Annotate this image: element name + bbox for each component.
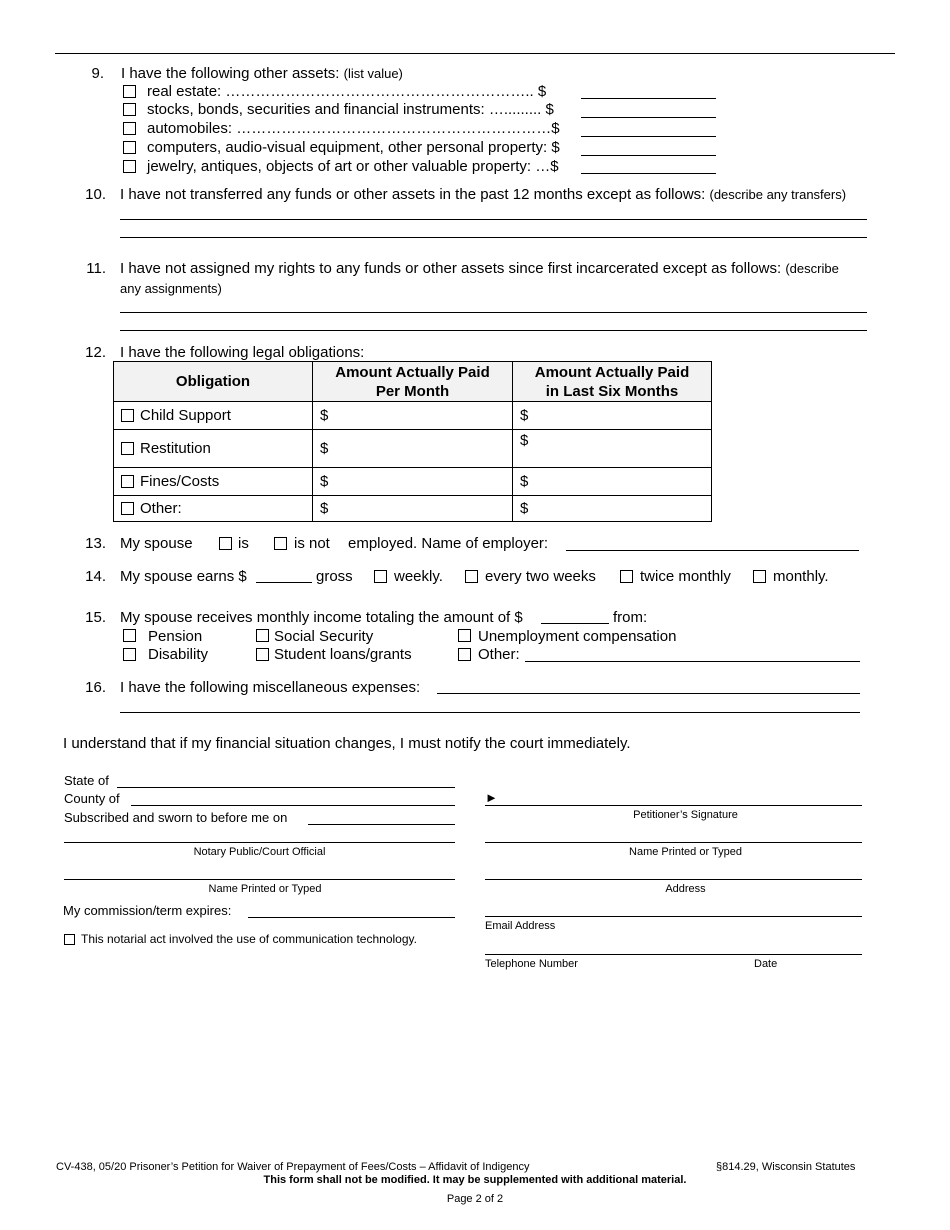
item11-label: I have not assigned my rights to any funds or other assets since first incarcerated except as follows:: [120, 260, 782, 277]
petitioner-email-line[interactable]: [485, 916, 862, 917]
item13-number: 13.: [85, 535, 106, 552]
item13-text: My spouse: [120, 535, 193, 552]
every-two-weeks-checkbox[interactable]: [465, 570, 478, 583]
item11-number: 11.: [86, 260, 106, 277]
asset-stocks-field[interactable]: [581, 117, 716, 118]
pension-checkbox[interactable]: [123, 629, 136, 642]
header-six-months: [513, 362, 712, 402]
asset-computers-checkbox[interactable]: [123, 141, 136, 154]
weekly-checkbox[interactable]: [374, 570, 387, 583]
disability-checkbox[interactable]: [123, 648, 136, 661]
obligations-header-row: [114, 362, 712, 402]
notary-signature-line[interactable]: [64, 842, 455, 843]
table-row: [114, 402, 712, 430]
unemployment-checkbox[interactable]: [458, 629, 471, 642]
table-row: [114, 468, 712, 496]
item14-number: 14.: [85, 568, 106, 585]
other-income-field[interactable]: [525, 661, 860, 662]
other-income-label: Other:: [478, 646, 520, 663]
asset-computers-field[interactable]: [581, 155, 716, 156]
item10-number: 10.: [85, 186, 106, 203]
twice-monthly-label: twice monthly: [640, 568, 731, 585]
asset-realestate-label: real estate: …………………………………………………….. $: [147, 83, 547, 100]
footer-page-number: Page 2 of 2: [446, 1193, 504, 1205]
subscribed-date-field[interactable]: [308, 824, 455, 825]
notary-official-caption: Notary Public/Court Official: [193, 846, 326, 858]
social-security-label: Social Security: [274, 628, 374, 645]
other-income-checkbox[interactable]: [458, 648, 471, 661]
per-month-cell[interactable]: $: [313, 468, 513, 496]
signature-arrow-icon: ►: [485, 790, 498, 805]
asset-stocks-checkbox[interactable]: [123, 103, 136, 116]
obligation-label: Restitution: [140, 440, 211, 457]
every-two-weeks-label: every two weeks: [485, 568, 596, 585]
per-month-cell[interactable]: $: [313, 496, 513, 522]
monthly-checkbox[interactable]: [753, 570, 766, 583]
asset-jewelry-checkbox[interactable]: [123, 160, 136, 173]
pension-label: Pension: [148, 628, 203, 645]
asset-automobiles-field[interactable]: [581, 136, 716, 137]
six-months-cell[interactable]: $: [513, 402, 712, 430]
item14-text: My spouse earns $: [120, 568, 247, 585]
item12-number: 12.: [85, 344, 106, 361]
per-month-cell[interactable]: $: [313, 402, 513, 430]
footer-form-id: CV-438, 05/20 Prisoner’s Petition for Waiver of Prepayment of Fees/Costs – Affidavit of Indigency: [56, 1161, 530, 1173]
county-of-field[interactable]: [131, 805, 455, 806]
table-row: [114, 496, 712, 522]
header-obligation: Obligation: [114, 362, 313, 402]
table-row: [114, 430, 712, 468]
item9-note: (list value): [343, 66, 403, 81]
item11-line-2[interactable]: [120, 330, 867, 331]
obligation-cell: [114, 402, 313, 430]
asset-stocks-label: stocks, bonds, securities and financial instruments: …......... $: [147, 101, 554, 118]
spouse-is-checkbox[interactable]: [219, 537, 232, 550]
header-six-months-l1: Amount Actually Paid: [534, 363, 690, 381]
state-of-label: State of: [64, 773, 109, 788]
from-label: from:: [613, 609, 648, 626]
spouse-isnot-checkbox[interactable]: [274, 537, 287, 550]
commission-label: My commission/term expires:: [63, 903, 232, 918]
subscribed-label: Subscribed and sworn to before me on: [64, 810, 288, 825]
child-support-checkbox[interactable]: [121, 409, 134, 422]
expenses-line-2[interactable]: [120, 712, 860, 713]
item16-text: I have the following miscellaneous expenses:: [120, 679, 421, 696]
petitioner-phone-line[interactable]: [485, 954, 862, 955]
commission-field[interactable]: [248, 917, 455, 918]
gross-label: gross: [316, 568, 353, 585]
other-obligation-checkbox[interactable]: [121, 502, 134, 515]
petitioner-date-caption: Date: [754, 958, 778, 970]
social-security-checkbox[interactable]: [256, 629, 269, 642]
spouse-earnings-field[interactable]: [256, 582, 312, 583]
per-month-cell[interactable]: $: [313, 430, 513, 468]
student-loans-label: Student loans/grants: [274, 646, 412, 663]
restitution-checkbox[interactable]: [121, 442, 134, 455]
obligations-table: [113, 361, 712, 522]
item10-note: (describe any transfers): [709, 187, 847, 202]
footer-notice: This form shall not be modified. It may be supplemented with additional material.: [263, 1174, 687, 1186]
item9-text: [121, 65, 403, 82]
twice-monthly-checkbox[interactable]: [620, 570, 633, 583]
item11-note-cont: any assignments): [120, 281, 222, 296]
obligation-label: Fines/Costs: [140, 473, 220, 490]
item15-number: 15.: [85, 609, 106, 626]
item10-line-1[interactable]: [120, 219, 867, 220]
asset-jewelry-field[interactable]: [581, 173, 716, 174]
header-six-months-l2: in Last Six Months: [545, 382, 679, 400]
employed-label: employed. Name of employer:: [348, 535, 549, 552]
item9-label: I have the following other assets:: [121, 65, 340, 82]
header-per-month: [313, 362, 513, 402]
footer-statute: §814.29, Wisconsin Statutes: [716, 1161, 856, 1173]
communication-tech-label: This notarial act involved the use of communication technology.: [81, 932, 417, 946]
asset-realestate-checkbox[interactable]: [123, 85, 136, 98]
asset-automobiles-checkbox[interactable]: [123, 122, 136, 135]
item15-text: My spouse receives monthly income totaling the amount of $: [120, 609, 523, 626]
asset-realestate-field[interactable]: [581, 98, 716, 99]
spouse-is-label: is: [238, 535, 249, 552]
student-loans-checkbox[interactable]: [256, 648, 269, 661]
spouse-income-field[interactable]: [541, 623, 609, 624]
six-months-cell[interactable]: $: [513, 496, 712, 522]
weekly-label: weekly.: [394, 568, 443, 585]
communication-tech-checkbox[interactable]: [64, 934, 75, 945]
monthly-label: monthly.: [773, 568, 829, 585]
notary-name-line[interactable]: [64, 879, 455, 880]
top-rule: [55, 53, 895, 54]
expenses-line-1[interactable]: [437, 693, 860, 694]
six-months-cell[interactable]: $: [513, 468, 712, 496]
item10-label: I have not transferred any funds or other assets in the past 12 months except as follows:: [120, 186, 706, 203]
petitioner-signature-line[interactable]: [485, 805, 862, 806]
petitioner-name-caption: Name Printed or Typed: [629, 846, 742, 858]
fines-costs-checkbox[interactable]: [121, 475, 134, 488]
header-per-month-l1: Amount Actually Paid: [335, 363, 490, 381]
item10-text: [120, 186, 846, 203]
obligation-cell: [114, 468, 313, 496]
item9-number: 9.: [91, 65, 104, 82]
obligation-cell: [114, 430, 313, 468]
obligation-cell: [114, 496, 313, 522]
employer-name-field[interactable]: [566, 550, 859, 551]
item11-line-1[interactable]: [120, 312, 867, 313]
item11-note: (describe: [785, 261, 839, 276]
header-per-month-l2: Per Month: [375, 382, 450, 400]
obligation-label: Other:: [140, 500, 182, 517]
item12-text: I have the following legal obligations:: [120, 344, 365, 361]
petitioner-address-caption: Address: [665, 883, 706, 895]
notify-court-statement: I understand that if my financial situation changes, I must notify the court immediately.: [63, 735, 631, 752]
asset-jewelry-label: jewelry, antiques, objects of art or other valuable property: …$: [147, 158, 559, 175]
obligation-label: Child Support: [140, 407, 231, 424]
petitioner-phone-caption: Telephone Number: [485, 958, 578, 970]
asset-computers-label: computers, audio-visual equipment, other personal property: $: [147, 139, 560, 156]
six-months-cell[interactable]: $: [513, 430, 712, 468]
petitioner-address-line[interactable]: [485, 879, 862, 880]
petitioner-email-caption: Email Address: [485, 920, 556, 932]
spouse-isnot-label: is not: [294, 535, 330, 552]
unemployment-label: Unemployment compensation: [478, 628, 677, 645]
petitioner-name-line[interactable]: [485, 842, 862, 843]
notary-name-caption: Name Printed or Typed: [208, 883, 322, 895]
item16-number: 16.: [85, 679, 106, 696]
item11-text: [120, 260, 839, 277]
asset-automobiles-label: automobiles: ………………………………………………………$: [147, 120, 560, 137]
state-of-field[interactable]: [117, 787, 455, 788]
item10-line-2[interactable]: [120, 237, 867, 238]
petitioner-signature-caption: Petitioner’s Signature: [633, 809, 738, 821]
disability-label: Disability: [148, 646, 209, 663]
county-of-label: County of: [64, 791, 120, 806]
